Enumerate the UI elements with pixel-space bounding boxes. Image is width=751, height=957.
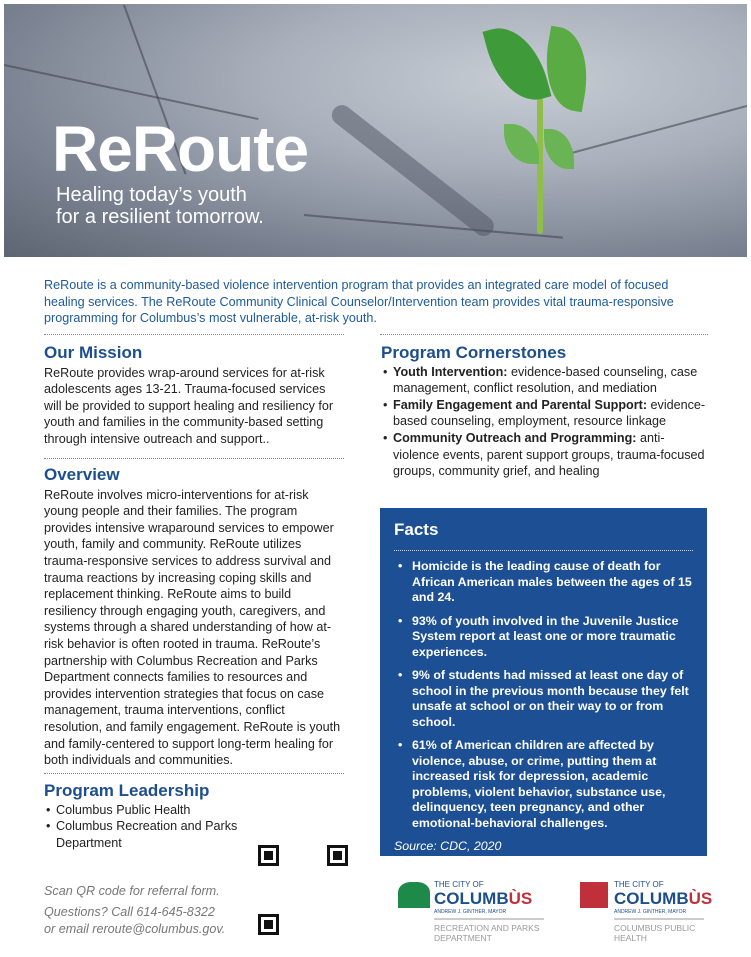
sprout-leaf — [544, 129, 574, 169]
fact-item: • 9% of students had missed at least one day of school in the previous month because they felt unsafe at school or on their way to or from school. — [394, 668, 693, 730]
hero-title: ReRoute — [52, 113, 309, 185]
divider — [44, 334, 344, 335]
mission-heading: Our Mission — [44, 343, 143, 362]
divider — [44, 458, 344, 459]
divider — [44, 773, 344, 774]
qr-note: Scan QR code for referral form. — [44, 884, 220, 898]
leadership-section — [44, 783, 244, 851]
logo-city: THE CITY OF — [614, 880, 664, 889]
cornerstone-title: Family Engagement and Parental Support: — [393, 397, 648, 412]
mission-section — [44, 345, 344, 448]
crack-line — [304, 214, 563, 239]
tagline-line: Healing today’s youth — [56, 184, 247, 206]
sprout-leaf — [537, 26, 595, 113]
email-text[interactable]: or email reroute@columbus.gov. — [44, 922, 226, 936]
sprout-leaf — [482, 19, 551, 109]
fact-item: • 93% of youth involved in the Juvenile Justice System report at least one or more traumatic experiences. — [394, 614, 693, 661]
leadership-item: • Columbus Public Health — [44, 802, 244, 819]
overview-text: ReRoute involves micro-interventions for at-risk young people and their families. The program provides intensive wraparound services to empower youth, family and community. ReRoute utilizes trauma-responsive services to address survival and trauma reactions by increasing coping skills and replacement thinking. ReRoute aims to build resiliency through engaging youth, caregivers, and systems through a shared understanding of how at-risk behavior is often rooted in trauma. ReRoute’s partnership with Columbus Recreation and Parks Department connects families to resources and provides intervention strategies that focus on case management, trauma interventions, conflict resolution, and family engagement. ReRoute is youth and family-centered to support long-term healing for both individuals and communities. — [44, 487, 341, 768]
hero-tagline — [56, 184, 264, 228]
facts-box — [380, 508, 707, 856]
cornerstone-item — [381, 397, 709, 430]
qr-module — [264, 920, 273, 929]
logo-mayor: ANDREW J. GINTHER, MAYOR — [434, 909, 507, 915]
qr-module — [333, 851, 342, 860]
cornerstones-heading: Program Cornerstones — [381, 343, 567, 362]
sprout-leaf — [504, 124, 539, 164]
cornerstone-title: Community Outreach and Programming: — [393, 430, 637, 445]
logo-dept: COLUMBUS PUBLIC HEALTH — [614, 918, 704, 943]
leadership-heading: Program Leadership — [44, 781, 210, 800]
qr-code[interactable] — [258, 845, 348, 935]
crack-line — [564, 102, 747, 156]
fact-item: • 61% of American children are affected by violence, abuse, or crime, putting them at increased risk for depression, academic problems, violent behavior, substance use, delinquency, teen pregnancy, and other emotional-behavioral challenges. — [394, 738, 693, 831]
qr-module — [264, 851, 273, 860]
fact-item: • Homicide is the leading cause of death for African American males between the ages of 15 and 24. — [394, 559, 693, 606]
cornerstone-title: Youth Intervention: — [393, 364, 508, 379]
cornerstone-item — [381, 364, 709, 397]
building-icon — [580, 882, 608, 908]
cornerstones-section — [381, 345, 709, 480]
cornerstone-text: evidence-based counseling, case management, conflict resolution, and mediation — [393, 364, 698, 396]
cornerstone-text: anti-violence events, parent support groups, trauma-focused groups, community grief, and healing — [393, 430, 705, 479]
footer-contact — [44, 883, 225, 938]
overview-heading: Overview — [44, 465, 120, 484]
logo-name: COLUMBÙS — [614, 889, 713, 908]
logo-dept: RECREATION AND PARKS DEPARTMENT — [434, 918, 544, 943]
phone-text[interactable]: Questions? Call 614-645-8322 — [44, 905, 215, 919]
cornerstone-text: evidence-based counseling, employment, resource linkage — [393, 397, 706, 429]
rec-parks-logo — [398, 880, 544, 943]
facts-source: Source: CDC, 2020 — [394, 839, 502, 853]
hero-banner — [4, 4, 747, 257]
cornerstone-item — [381, 430, 709, 480]
logo-name: COLUMBÙS — [434, 889, 533, 908]
mission-text: ReRoute provides wrap-around services for at-risk adolescents ages 13-21. Trauma-focused services will be provided to support healing and resiliency for youth and families in the community-based setting through intensive outreach and support.. — [44, 365, 334, 446]
intro-paragraph: ReRoute is a community-based violence intervention program that provides an integrated care model of focused healing services. The ReRoute Community Clinical Counselor/Intervention team provides vital trauma-responsive programming for Columbus’s most vulnerable, at-risk youth. — [44, 278, 674, 325]
divider — [380, 334, 708, 335]
facts-heading: Facts — [394, 520, 439, 539]
logo-city: THE CITY OF — [434, 880, 484, 889]
leadership-item: • Columbus Recreation and Parks Department — [44, 818, 244, 851]
tagline-line: for a resilient tomorrow. — [56, 206, 264, 228]
public-health-logo — [580, 880, 712, 943]
logo-mayor: ANDREW J. GINTHER, MAYOR — [614, 909, 687, 915]
overview-section — [44, 467, 344, 769]
divider — [394, 550, 693, 551]
trees-icon — [398, 882, 430, 908]
